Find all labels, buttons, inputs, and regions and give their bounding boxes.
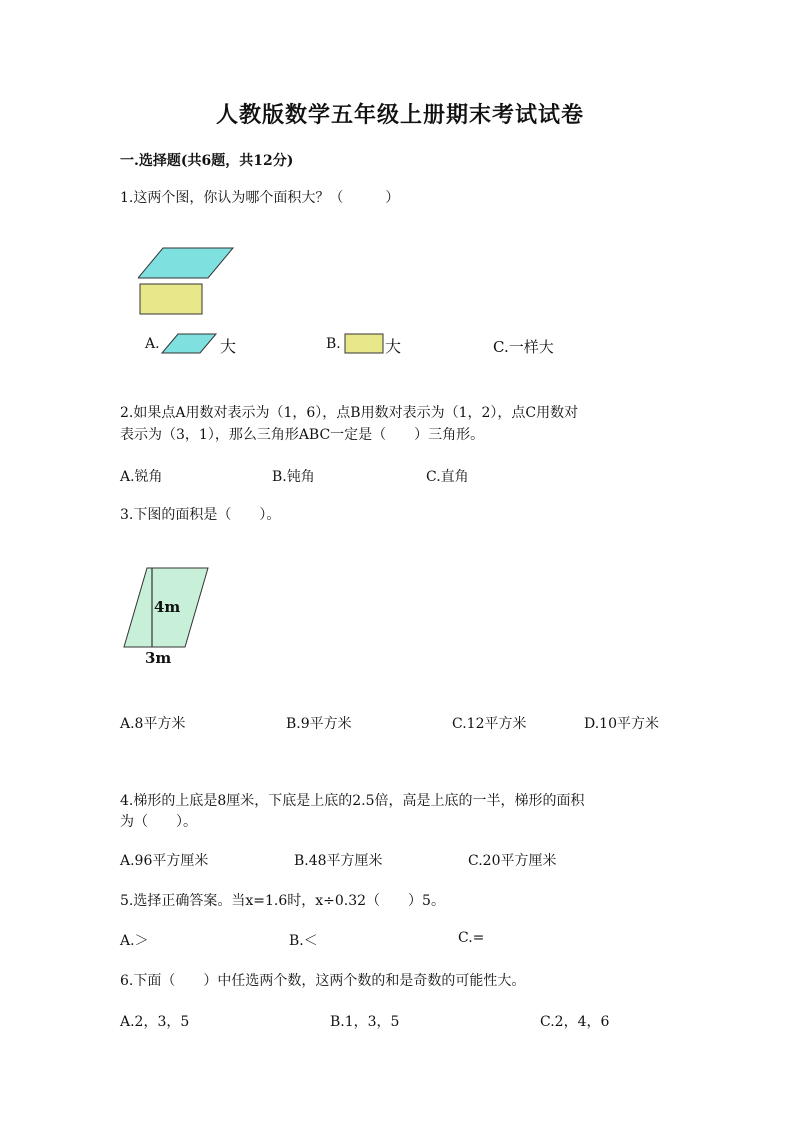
q1-option-a-label: A. [145, 336, 160, 352]
q1-option-c: C.一样大 [493, 338, 554, 356]
page-title: 人教版数学五年级上册期末考试试卷 [215, 102, 584, 128]
q6-option-b: B.1，3，5 [330, 1014, 400, 1030]
q1-option-a-text: 大 [220, 337, 237, 356]
q3-option-d: D.10平方米 [584, 716, 659, 732]
q2-option-a: A.锐角 [120, 469, 163, 485]
question-3-stem: 3.下图的面积是（ ）。 [120, 507, 281, 523]
q1-option-b-text: 大 [385, 337, 402, 356]
q5-option-a: A.＞ [120, 933, 149, 949]
q5-option-b: B.＜ [289, 933, 318, 949]
q3-option-c: C.12平方米 [452, 716, 527, 732]
q1-option-b-rectangle [344, 333, 386, 355]
question-1-figure [138, 244, 238, 320]
q4-option-b: B.48平方厘米 [294, 853, 383, 869]
q6-option-c: C.2，4，6 [540, 1014, 610, 1030]
question-2-stem-line2: 表示为（3，1），那么三角形ABC一定是（ ）三角形。 [120, 427, 485, 443]
question-1-stem: 1.这两个图，你认为哪个面积大？（ ） [120, 190, 400, 206]
q4-option-a: A.96平方厘米 [120, 853, 209, 869]
section-heading: 一.选择题(共6题，共12分) [120, 153, 294, 169]
q1-option-a-parallelogram [160, 333, 218, 355]
question-6-stem: 6.下面（ ）中任选两个数，这两个数的和是奇数的可能性大。 [120, 973, 526, 989]
question-4-stem-line1: 4.梯形的上底是8厘米，下底是上底的2.5倍，高是上底的一半，梯形的面积 [120, 793, 585, 809]
question-5-stem: 5.选择正确答案。当x=1.6时，x÷0.32（ ）5。 [120, 893, 445, 909]
question-4-stem-line2: 为（ ）。 [120, 814, 197, 830]
q3-option-a: A.8平方米 [120, 716, 186, 732]
q3-option-b: B.9平方米 [286, 716, 352, 732]
parallelogram-shape [138, 248, 233, 278]
base-label: 3m [145, 649, 172, 667]
question-2-stem-line1: 2.如果点A用数对表示为（1，6），点B用数对表示为（1，2），点C用数对 [120, 405, 579, 421]
q1-option-b-label: B. [326, 336, 341, 352]
q6-option-a: A.2，3，5 [120, 1014, 190, 1030]
rectangle-shape [140, 284, 202, 314]
q2-option-c: C.直角 [426, 469, 469, 485]
height-label: 4m [154, 598, 181, 616]
q4-option-c: C.20平方厘米 [468, 853, 557, 869]
q2-option-b: B.钝角 [272, 469, 315, 485]
q5-option-c: C.= [458, 930, 485, 946]
